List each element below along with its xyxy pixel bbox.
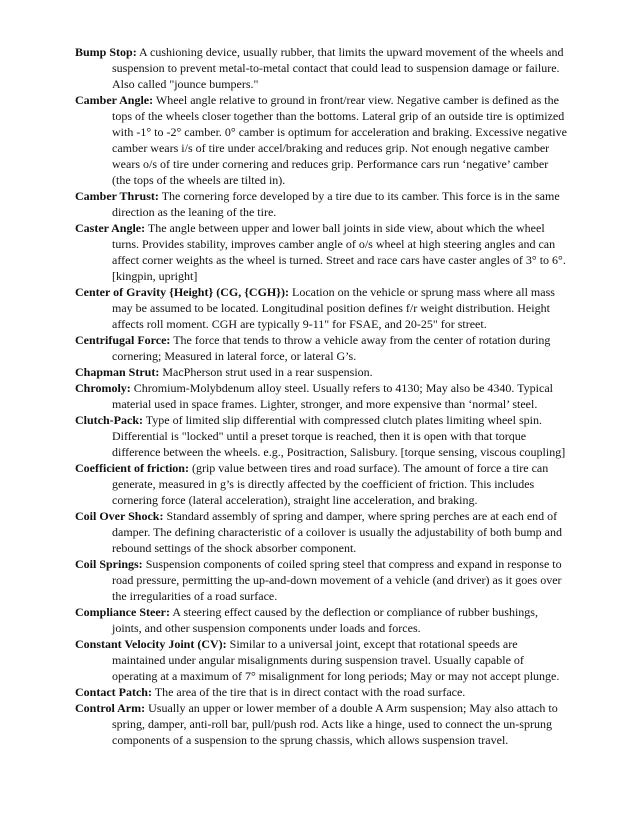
glossary-list [75,44,567,748]
glossary-entry-caster-angle [75,220,567,284]
glossary-definition: Location on the vehicle or sprung mass where all mass may be assumed to be located. Longitudinal position defines f/r weight distribution. Height affects roll moment. CGH are typically 9-11" for FSAE, and 20-25" for street. [112,285,555,331]
glossary-definition: Similar to a universal joint, except that rotational speeds are maintained under angular misalignments during suspension travel. Usually capable of operating at a maximum of 7° misalignment for long periods; May or may not accept plunge. [112,637,560,683]
glossary-term: Chromoly: [75,381,131,395]
glossary-definition: Wheel angle relative to ground in front/rear view. Negative camber is defined as the tops of the wheels closer together than the bottoms. Lateral grip of an outside tire is optimized with -1° to -2° camber. 0° camber is optimum for acceleration and braking. Excessive negative camber wears i/s of tire under accel/braking and reduces grip. Not enough negative camber wears o/s of tire under cornering and reduces grip. Performance cars run ‘negative’ camber (the tops of the wheels are tilted in). [112,93,567,187]
glossary-term: Coil Over Shock: [75,509,164,523]
glossary-term: Camber Thrust: [75,189,159,203]
glossary-term: Contact Patch: [75,685,152,699]
glossary-definition: Chromium-Molybdenum alloy steel. Usually refers to 4130; May also be 4340. Typical material used in space frames. Lighter, stronger, and more expensive than ‘normal’ steel. [112,381,553,411]
glossary-entry-compliance-steer [75,604,567,636]
glossary-term: Compliance Steer: [75,605,170,619]
glossary-term: Centrifugal Force: [75,333,171,347]
glossary-term: Coil Springs: [75,557,143,571]
glossary-definition: The force that tends to throw a vehicle away from the center of rotation during cornering; Measured in lateral force, or lateral G’s. [112,333,551,363]
glossary-term: Caster Angle: [75,221,146,235]
glossary-entry-bump-stop [75,44,567,92]
glossary-entry-constant-velocity-joint [75,636,567,684]
glossary-entry-center-of-gravity [75,284,567,332]
glossary-entry-coefficient-of-friction [75,460,567,508]
glossary-entry-clutch-pack [75,412,567,460]
glossary-entry-centrifugal-force [75,332,567,364]
glossary-entry-chromoly [75,380,567,412]
glossary-definition: Type of limited slip differential with compressed clutch plates limiting wheel spin. Differential is "locked" until a preset torque is reached, then it is open with that torque difference between the wheels. e.g., Positraction, Salisbury. [torque sensing, viscous coupling] [112,413,566,459]
glossary-definition: Standard assembly of spring and damper, where spring perches are at each end of damper. The defining characteristic of a coilover is usually the adjustability of both bump and rebound settings of the shock absorber component. [112,509,562,555]
glossary-entry-camber-thrust [75,188,567,220]
glossary-term: Chapman Strut: [75,365,160,379]
glossary-term: Control Arm: [75,701,146,715]
glossary-definition: The cornering force developed by a tire due to its camber. This force is in the same direction as the leaning of the tire. [112,189,560,219]
glossary-entry-chapman-strut [75,364,567,380]
glossary-definition: MacPherson strut used in a rear suspension. [159,365,373,379]
glossary-definition: (grip value between tires and road surface). The amount of force a tire can generate, measured in g’s is directly affected by the coefficient of friction. This includes cornering force (lateral acceleration), straight line acceleration, and braking. [112,461,549,507]
glossary-term: Constant Velocity Joint (CV): [75,637,227,651]
glossary-term: Coefficient of friction: [75,461,189,475]
glossary-definition: Suspension components of coiled spring steel that compress and expand in response to road pressure, permitting the up-and-down movement of a vehicle (and driver) as it goes over the irregularities of a road surface. [112,557,562,603]
glossary-entry-coil-over-shock [75,508,567,556]
glossary-entry-control-arm [75,700,567,748]
glossary-term: Camber Angle: [75,93,154,107]
glossary-term: Bump Stop: [75,45,137,59]
glossary-entry-contact-patch [75,684,567,700]
glossary-entry-camber-angle [75,92,567,188]
glossary-definition: The angle between upper and lower ball joints in side view, about which the wheel turns. Provides stability, improves camber angle of o/s wheel at high steering angles and can affect corner weights as the wheel is turned. Street and race cars have caster angles of 3° to 6°. [kingpin, upright] [112,221,566,283]
glossary-entry-coil-springs [75,556,567,604]
glossary-term: Center of Gravity {Height} (CG, {CGH}): [75,285,289,299]
glossary-definition: A cushioning device, usually rubber, that limits the upward movement of the wheels and suspension to prevent metal-to-metal contact that could lead to suspension damage or failure. Also called "jounce bumpers." [112,45,564,91]
glossary-definition: A steering effect caused by the deflection or compliance of rubber bushings, joints, and other suspension components under loads and forces. [112,605,538,635]
glossary-definition: The area of the tire that is in direct contact with the road surface. [151,685,466,699]
glossary-definition: Usually an upper or lower member of a double A Arm suspension; May also attach to spring, damper, anti-roll bar, pull/push rod. Acts like a hinge, used to connect the un-sprung components of a suspension to the sprung chassis, which allows suspension travel. [112,701,558,747]
glossary-term: Clutch-Pack: [75,413,143,427]
